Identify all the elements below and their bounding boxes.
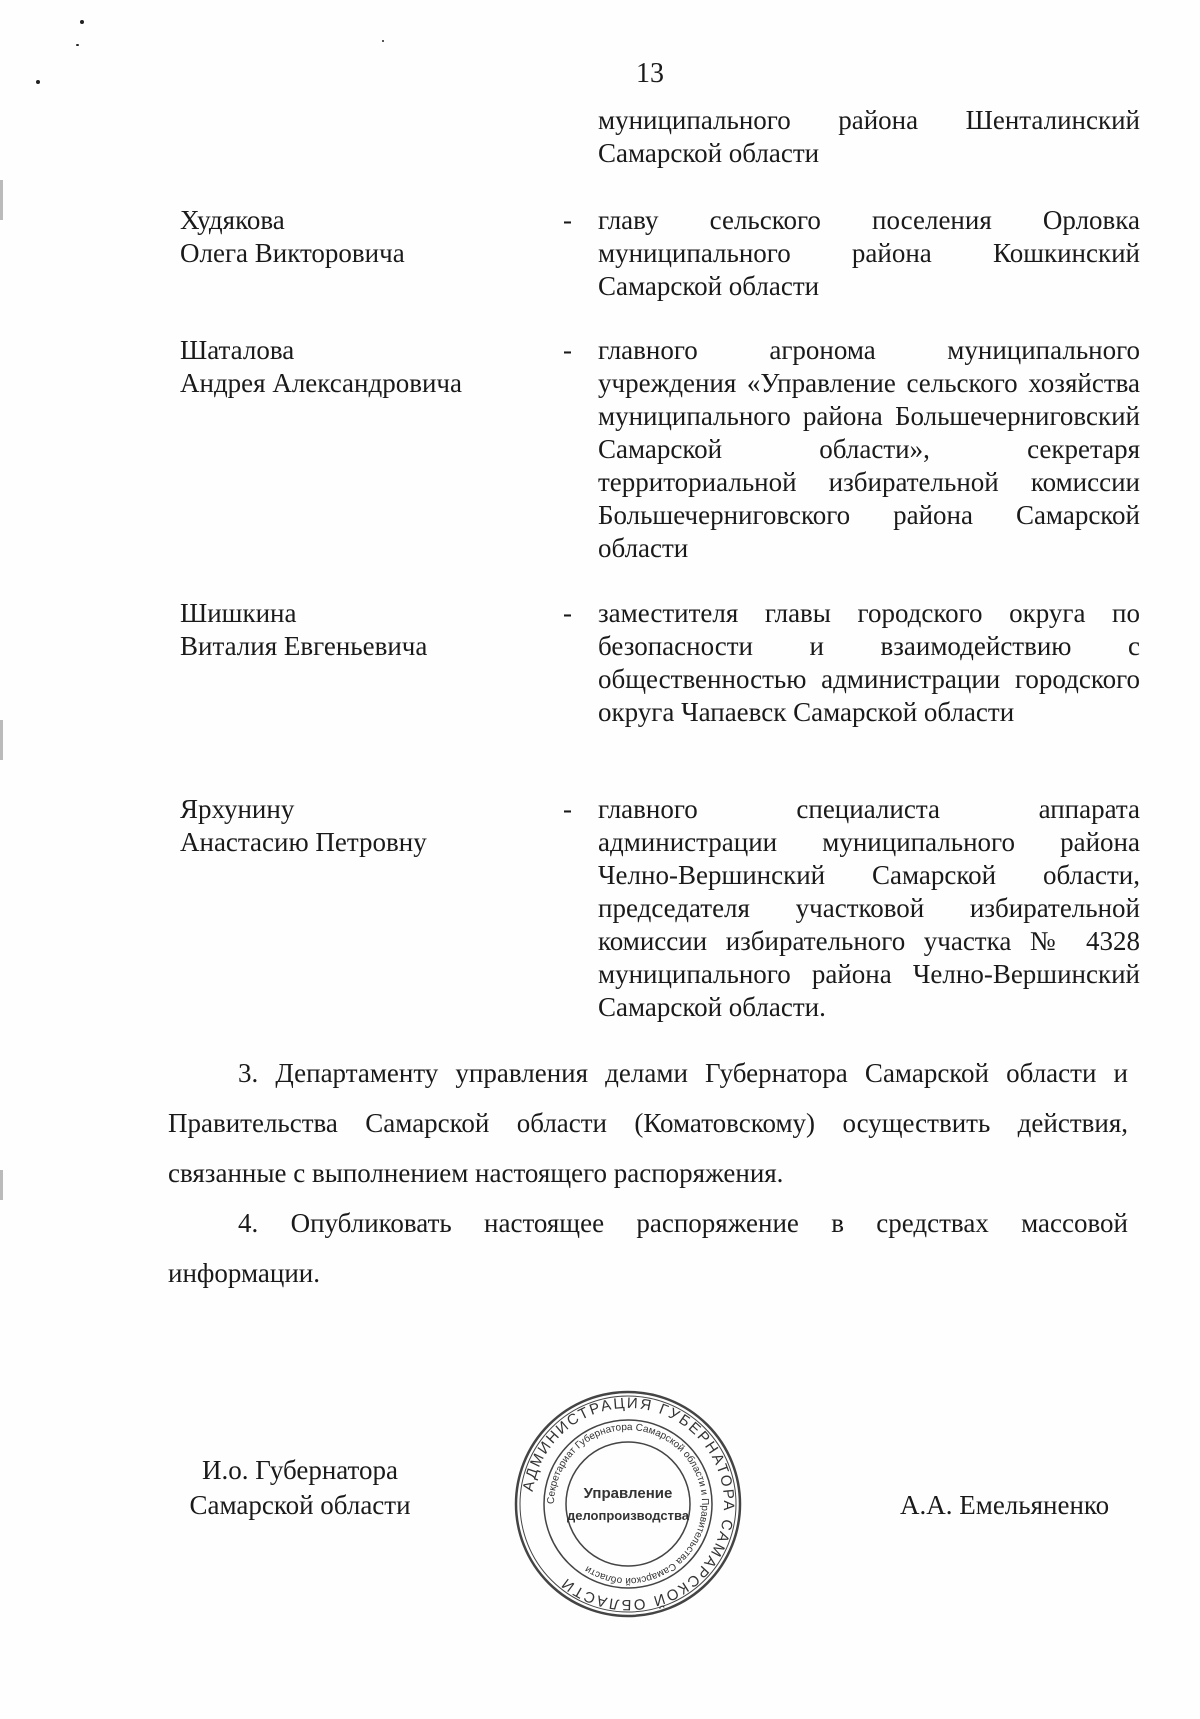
scan-speck — [80, 20, 84, 24]
surname: Шишкина — [180, 598, 297, 628]
signatory-title — [170, 1453, 430, 1523]
stamp-inner-text: Секретариат Губернатора Самарской области и Правительства Самарской области — [545, 1421, 711, 1587]
stamp-center-line1: Управление — [583, 1485, 673, 1502]
signatory-title-line2: Самарской области — [189, 1490, 411, 1520]
given-names: Анастасию Петровну — [180, 827, 427, 857]
scan-speck — [76, 44, 79, 46]
signatory-title-line1: И.о. Губернатора — [201, 1455, 398, 1485]
entry-role: главу сельского поселения Орловка муниципального района Кошкинский Самарской области — [598, 205, 1140, 301]
margin-mark — [0, 1170, 3, 1200]
stamp-seal-icon — [512, 1388, 744, 1620]
entry-role: главного агронома муниципального учреждения «Управление сельского хозяйства муниципального района Большечерниговский Самарской области», секретаря территориальной избирательной комиссии Большечерниговского района Самарской области — [598, 335, 1140, 563]
paragraph-4: 4. Опубликовать настоящее распоряжение в средствах массовой информации. — [168, 1208, 1128, 1288]
given-names: Андрея Александровича — [180, 368, 462, 398]
signatory-name: А.А. Емельяненко — [900, 1490, 1110, 1520]
entry-name — [180, 793, 540, 859]
entry-role: заместителя главы городского округа по безопасности и взаимодействию с общественностью администрации городского округа Чапаевск Самарской области — [598, 598, 1140, 727]
entry-dash: - — [563, 335, 572, 365]
official-stamp — [512, 1388, 744, 1620]
page-number: 13 — [636, 58, 664, 89]
entry-role: муниципального района Шенталинский Самарской области — [598, 105, 1140, 168]
entry-name — [180, 204, 540, 270]
surname: Худякова — [180, 205, 285, 235]
paragraph-3: 3. Департаменту управления делами Губернатора Самарской области и Правительства Самарской области (Коматовскому) осуществить действия, связанные с выполнением настоящего распоряжения. — [168, 1058, 1128, 1188]
scan-speck — [36, 80, 40, 84]
surname: Ярхунину — [180, 794, 295, 824]
surname: Шаталова — [180, 335, 295, 365]
margin-mark — [0, 720, 3, 760]
given-names: Олега Викторовича — [180, 238, 405, 268]
entry-dash: - — [563, 205, 572, 235]
scan-speck — [382, 40, 384, 42]
entry-dash: - — [563, 598, 572, 628]
entry-name — [180, 334, 540, 400]
stamp-center-line2: делопроизводства — [566, 1508, 690, 1523]
entry-dash: - — [563, 794, 572, 824]
given-names: Виталия Евгеньевича — [180, 631, 428, 661]
margin-mark — [0, 180, 3, 220]
entry-role: главного специалиста аппарата администрации муниципального района Челно-Вершинский Самарской области, председателя участковой избирательной комиссии избирательного участка № 4328 муниципального района Челно-Вершинский Самарской области. — [598, 794, 1140, 1022]
entry-name — [180, 597, 540, 663]
stamp-outer-text: АДМИНИСТРАЦИЯ ГУБЕРНАТОРА САМАРСКОЙ ОБЛАСТИ — [519, 1394, 738, 1614]
